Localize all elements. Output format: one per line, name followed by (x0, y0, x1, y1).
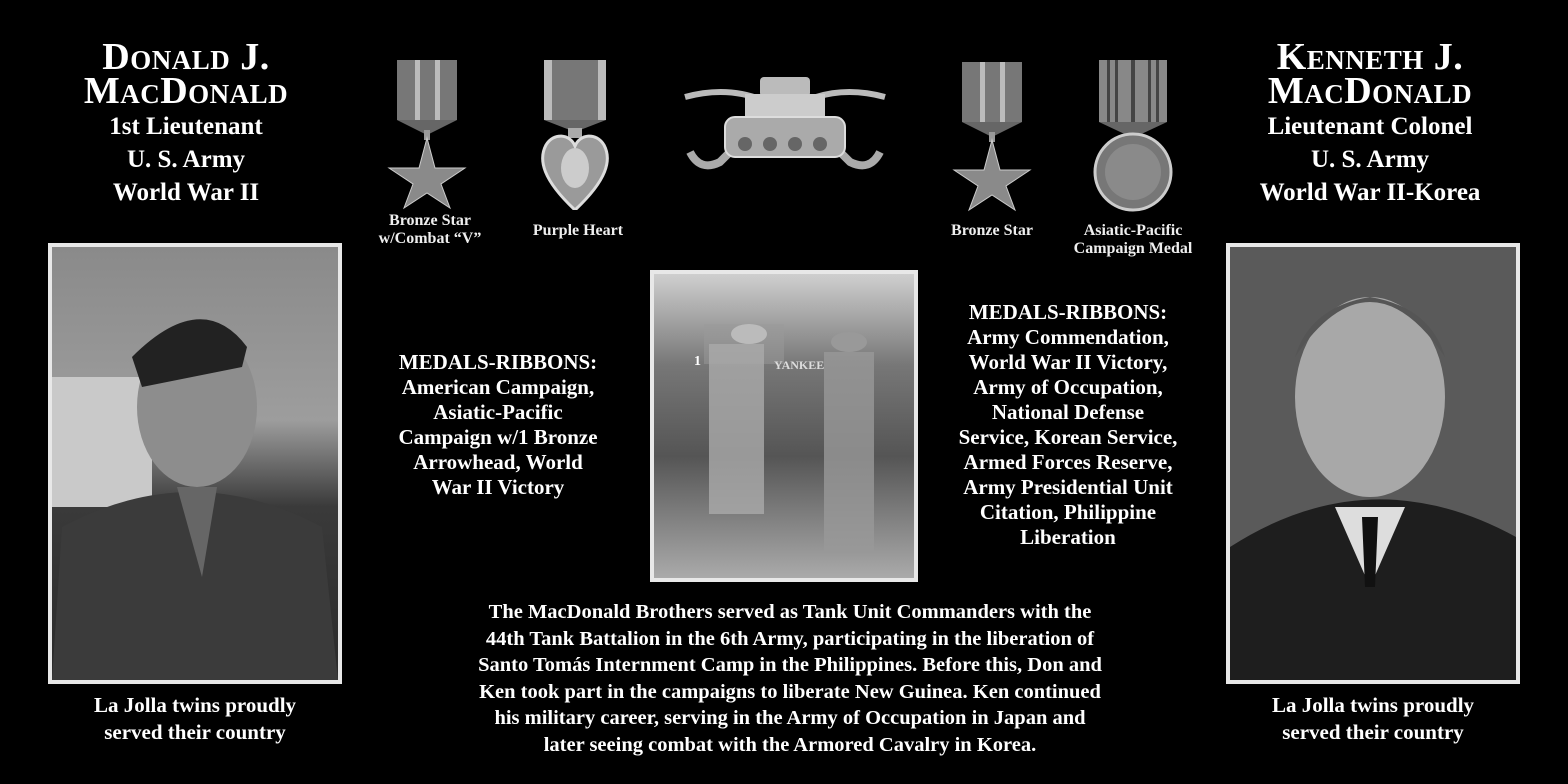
caption-line: La Jolla twins proudly (1271, 693, 1475, 717)
campaign-medal-icon (1093, 60, 1173, 212)
caption-line: La Jolla twins proudly (93, 693, 297, 717)
right-rank: Lieutenant Colonel (1267, 113, 1473, 140)
text-line: Army Presidential Unit (963, 475, 1173, 499)
medal-label-line: Campaign Medal (1073, 240, 1193, 257)
medal-label-line: Asiatic-Pacific (1083, 222, 1183, 239)
right-person-header (1220, 36, 1520, 209)
right-medals-ribbons (928, 300, 1208, 550)
tank-name-text: YANKEE (774, 358, 825, 372)
medal-label-line: Purple Heart (532, 222, 624, 239)
text-line: Army of Occupation, (973, 375, 1163, 399)
medal-label-line: Bronze Star (389, 212, 471, 229)
right-branch: U. S. Army (1310, 146, 1430, 173)
text-line: Santo Tomás Internment Camp in the Philippines. Before this, Don and (478, 654, 1102, 676)
text-line: Citation, Philippine (979, 500, 1157, 524)
text-line: Campaign w/1 Bronze (398, 425, 598, 449)
left-caption (36, 692, 354, 746)
right-service: World War II-Korea (1259, 179, 1481, 206)
left-name-line2: MacDonald (83, 70, 289, 112)
right-name-line1: Kenneth J. (1276, 36, 1464, 78)
text-line: Arrowhead, World (413, 450, 583, 474)
right-portrait-photo (1226, 243, 1520, 684)
text-line: Ken took part in the campaigns to liberate New Guinea. Ken continued (479, 680, 1101, 703)
medals-heading: MEDALS-RIBBONS: (398, 350, 598, 374)
medals-heading: MEDALS-RIBBONS: (968, 300, 1168, 324)
text-line: Liberation (1020, 525, 1116, 549)
center-tank-photo (650, 270, 918, 582)
left-person-header (36, 36, 336, 209)
left-medals-ribbons (358, 350, 638, 500)
text-line: Service, Korean Service, (958, 425, 1178, 449)
armor-branch-insignia-icon (680, 72, 890, 177)
left-portrait-photo (48, 243, 342, 684)
right-name-line2: MacDonald (1267, 70, 1473, 112)
purple-heart-icon (538, 60, 613, 210)
bronze-star-icon (385, 60, 470, 210)
medal-label-purple-heart (508, 222, 648, 240)
bronze-star-icon (950, 62, 1035, 212)
medal-label-line: Bronze Star (951, 222, 1033, 239)
medal-label-asiatic-pacific (1058, 222, 1208, 258)
caption-line: served their country (104, 720, 286, 744)
text-line: War II Victory (431, 475, 565, 499)
text-line: later seeing combat with the Armored Cavalry in Korea. (543, 733, 1037, 756)
tank-number-text: 1 (694, 354, 701, 369)
text-line: American Campaign, (401, 375, 595, 399)
text-line: National Defense (991, 400, 1145, 424)
text-line: 44th Tank Battalion in the 6th Army, participating in the liberation of (485, 627, 1095, 650)
medal-label-line: w/Combat “V” (378, 230, 482, 247)
caption-line: served their country (1282, 720, 1464, 744)
text-line: Armed Forces Reserve, (963, 450, 1173, 474)
left-name-line1: Donald J. (102, 36, 270, 78)
left-service: World War II (112, 179, 260, 206)
story-paragraph (380, 599, 1200, 758)
text-line: Army Commendation, (967, 325, 1169, 349)
medal-label-bronze-star-v (360, 212, 500, 248)
left-rank: 1st Lieutenant (109, 113, 263, 140)
text-line: The MacDonald Brothers served as Tank Unit Commanders with the (488, 601, 1092, 623)
medal-label-bronze-star (922, 222, 1062, 240)
right-caption (1214, 692, 1532, 746)
left-branch: U. S. Army (126, 146, 246, 173)
text-line: World War II Victory, (968, 350, 1168, 374)
text-line: Asiatic-Pacific (433, 400, 563, 424)
text-line: his military career, serving in the Army of Occupation in Japan and (494, 707, 1086, 729)
